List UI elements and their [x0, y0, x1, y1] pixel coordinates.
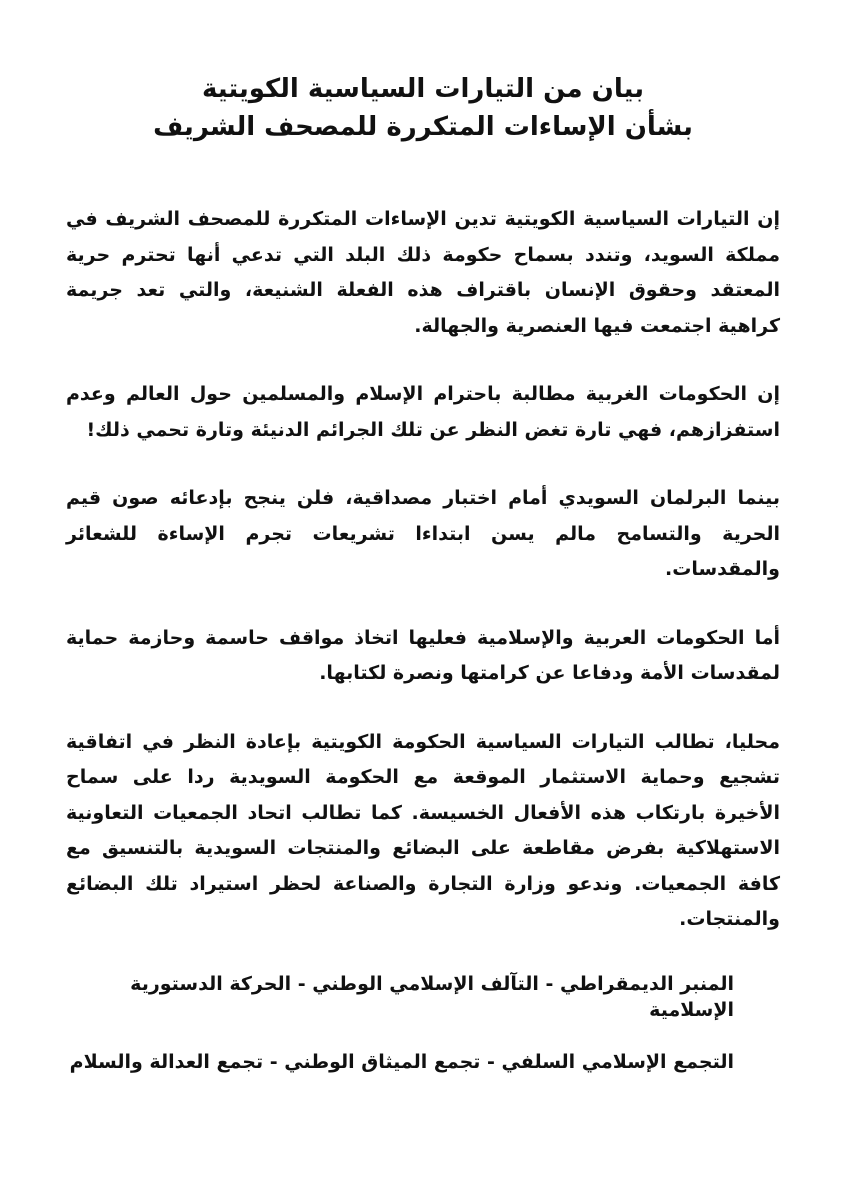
signatories-line-2: التجمع الإسلامي السلفي - تجمع الميثاق الوطني - تجمع العدالة والسلام — [69, 1050, 734, 1073]
paragraph-local-demands: محليا، تطالب التيارات السياسية الحكومة الكويتية بإعادة النظر في اتفاقية تشجيع وحماية الاستثمار الموقعة مع الحكومة السويدية ردا على سماح الأخيرة بارتكاب هذه الأفعال الخسيسة. كما تطالب اتحاد الجمعيات التعاونية الاستهلاكية بفرض مقاطعة على البضائع والمنتجات السويدية بالتنسيق مع كافة الجمعيات. وندعو وزارة التجارة والصناعة لحظر استيراد تلك البضائع والمنتجات. — [66, 730, 780, 930]
paragraph-western-governments: إن الحكومات الغربية مطالبة باحترام الإسلام والمسلمين حول العالم وعدم استفزازهم، فهي تارة تغض النظر عن تلك الجرائم الدنيئة وتارة تحمي ذلك! — [66, 383, 780, 441]
statement-title — [66, 70, 780, 146]
signatories — [66, 971, 780, 1075]
paragraph-swedish-parliament: بينما البرلمان السويدي أمام اختبار مصداقية، فلن ينجح بإدعائه صون قيم الحرية والتسامح مالم يسن ابتداءا تشريعات تجرم الإساءة للشعائر والمقدسات. — [66, 487, 780, 580]
title-line-2: بشأن الإساءات المتكررة للمصحف الشريف — [153, 112, 693, 142]
paragraph-arab-islamic-governments: أما الحكومات العربية والإسلامية فعليها اتخاذ مواقف حاسمة وحازمة حماية لمقدسات الأمة ودفاعا عن كرامتها ونصرة لكتابها. — [66, 626, 780, 684]
signatories-line-1: المنبر الديمقراطي - التآلف الإسلامي الوطني - الحركة الدستورية الإسلامية — [130, 972, 734, 1021]
title-line-1: بيان من التيارات السياسية الكويتية — [201, 74, 644, 104]
paragraph-condemnation: إن التيارات السياسية الكويتية تدين الإساءات المتكررة للمصحف الشريف في مملكة السويد، وتندد بسماح حكومة ذلك البلد التي تدعي أنها تحترم حرية المعتقد وحقوق الإنسان باقتراف هذه الفعلة الشنيعة، والتي تعد جريمة كراهية اجتمعت فيها العنصرية والجهالة. — [66, 208, 780, 337]
